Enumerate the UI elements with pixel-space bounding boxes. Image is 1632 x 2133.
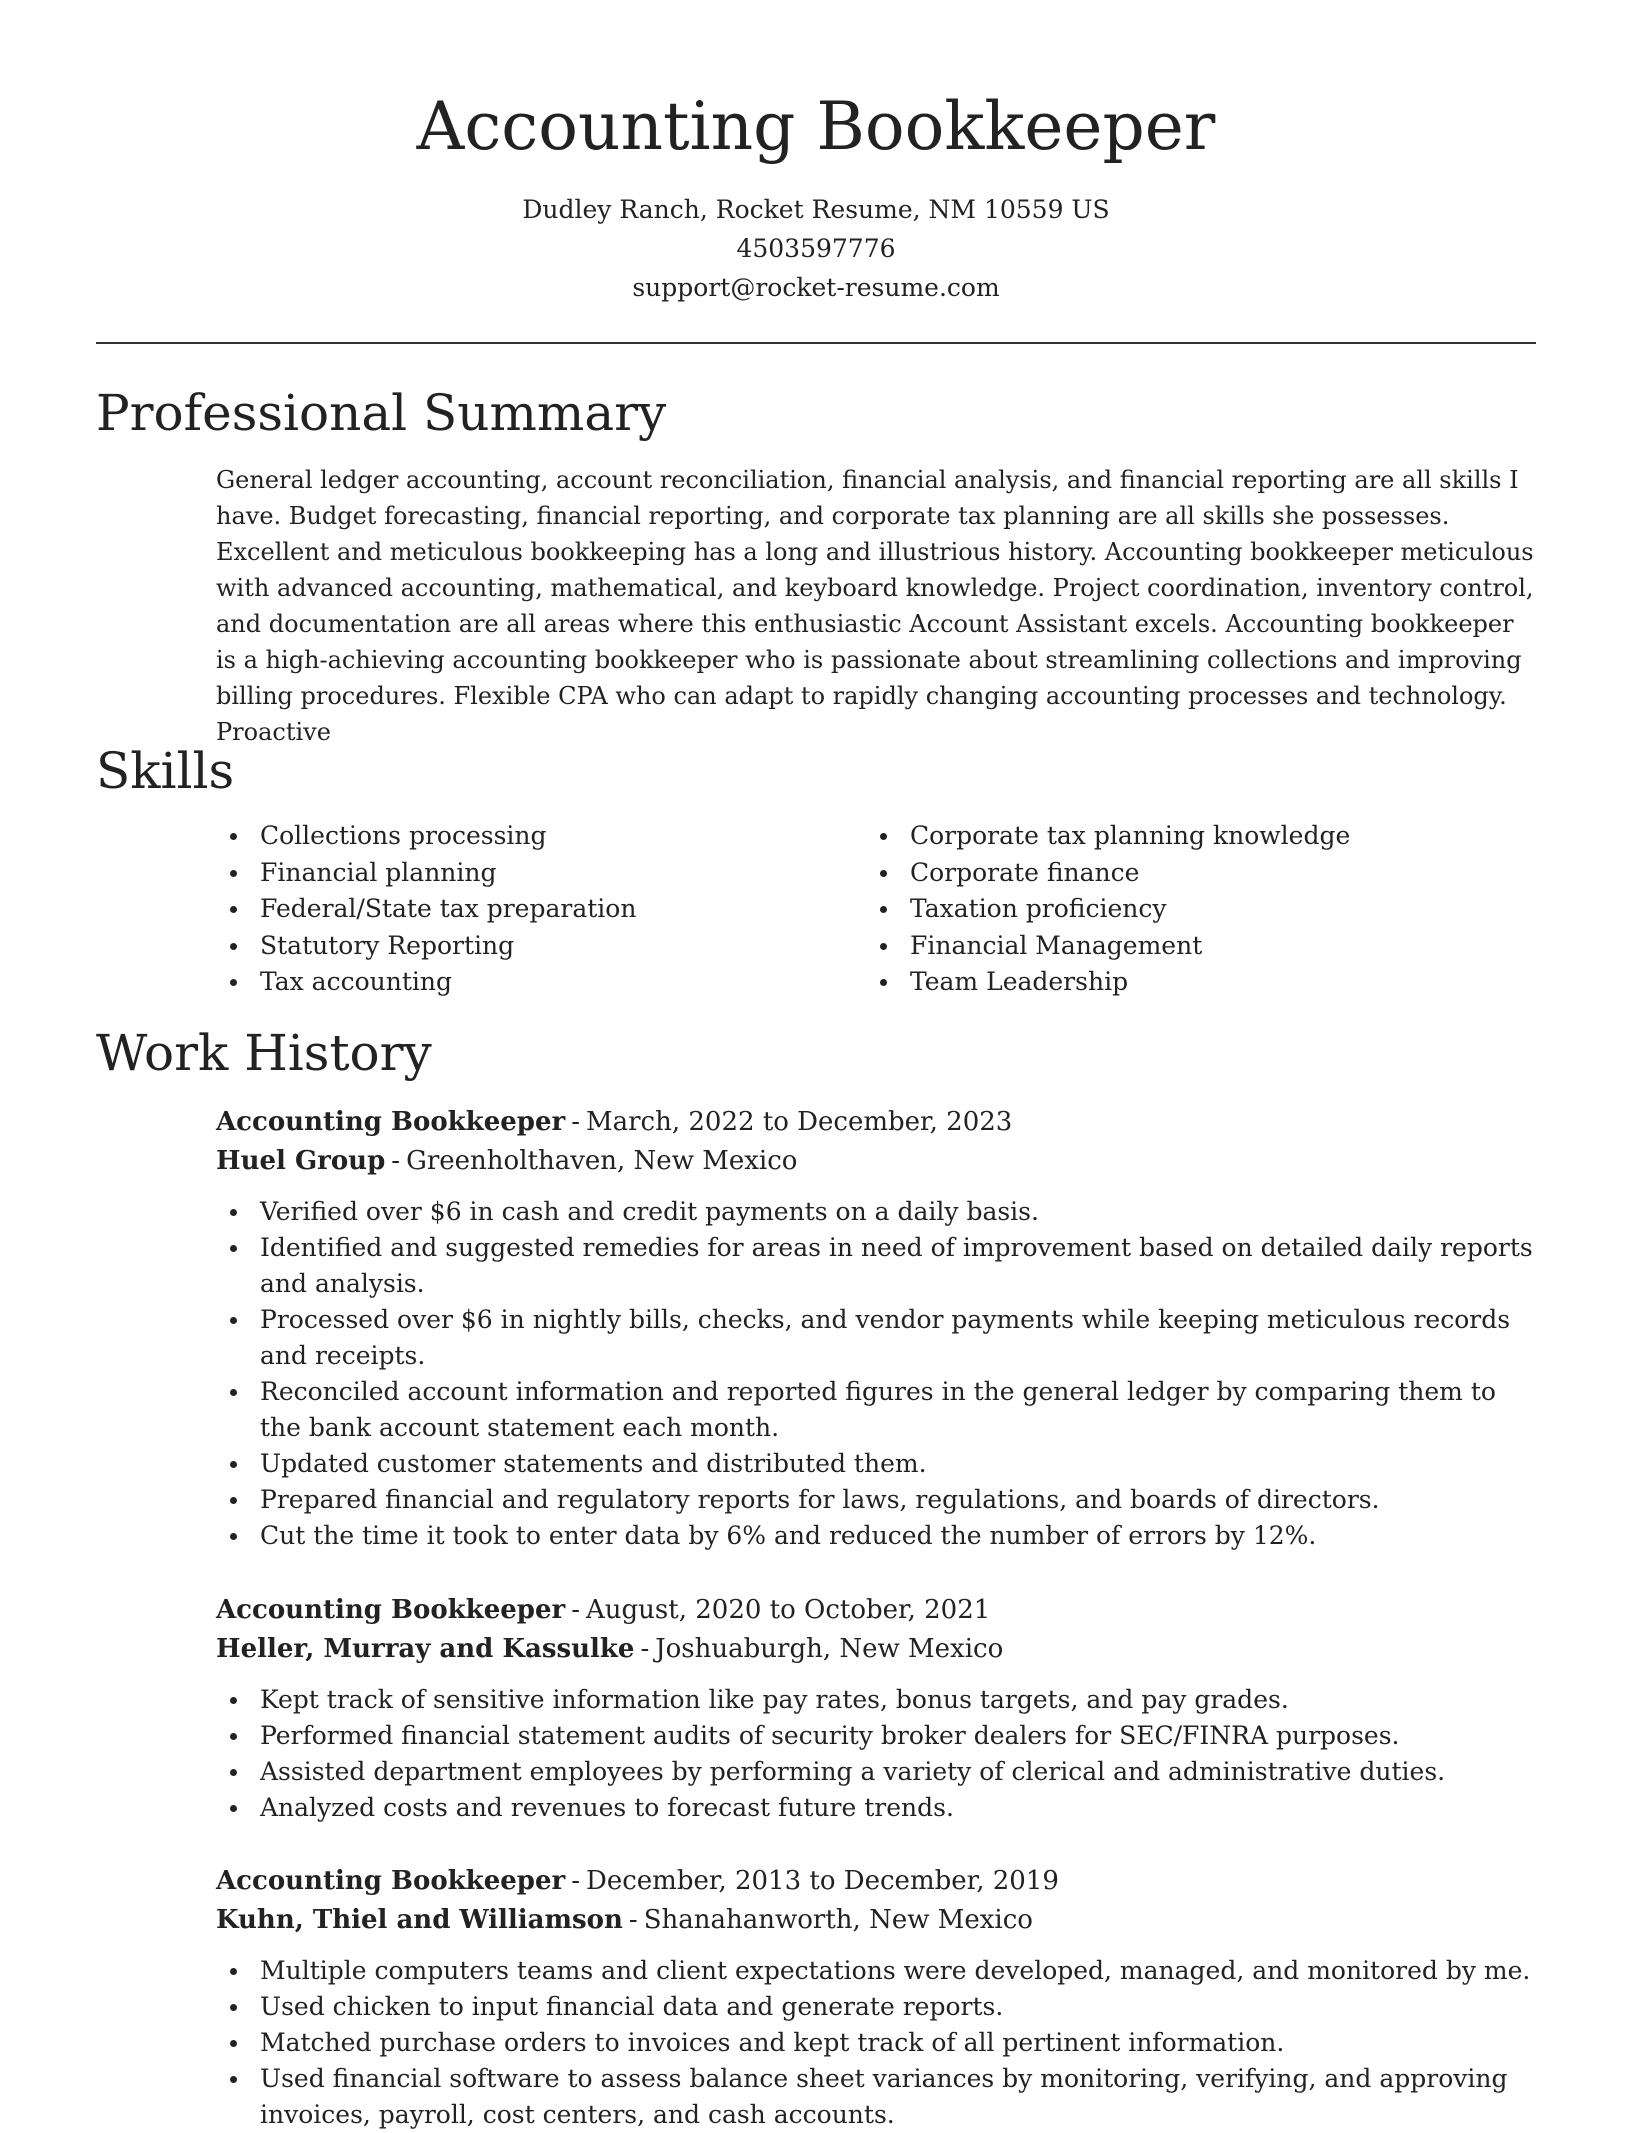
job-separator: -	[571, 1595, 580, 1625]
summary-text: General ledger accounting, account reconciliation, financial analysis, and financial reporting are all skills I have. Budget forecasting, financial reporting, and corporate tax planning are all skills she possesses. Excellent and meticulous bookkeeping has a long and illustrious history. Accounting bookkeeper meticulous with advanced accounting, mathematical, and keyboard knowledge. Project coordination, inventory control, and documentation are all areas where this enthusiastic Account Assistant excels. Accounting bookkeeper is a high-achieving accounting bookkeeper who is passionate about streamlining collections and improving billing procedures. Flexible CPA who can adapt to rapidly changing accounting processes and technology. Proactive	[216, 466, 1534, 746]
job-separator: -	[640, 1634, 650, 1664]
resume-name: Accounting Bookkeeper	[416, 88, 1216, 165]
job-bullet: Reconciled account information and reported figures in the general ledger by comparing them to the bank account statement each month.	[216, 1374, 1542, 1446]
header-divider	[96, 342, 1536, 344]
job-separator: -	[571, 1866, 580, 1896]
contact-phone: 4503597776	[736, 234, 896, 263]
skill-item: Collections processing	[216, 818, 856, 855]
job-bullet: Matched purchase orders to invoices and kept track of all pertinent information.	[216, 2025, 1542, 2061]
job-title: Accounting Bookkeeper	[216, 1107, 566, 1137]
job-company-line	[216, 1901, 1542, 1940]
contact-email: support@rocket-resume.com	[632, 273, 1000, 302]
skill-item: Taxation proficiency	[866, 891, 1536, 928]
job-title-line	[216, 1103, 1542, 1142]
skill-item: Federal/State tax preparation	[216, 891, 856, 928]
job-company: Heller, Murray and Kassulke	[216, 1634, 635, 1664]
job-bullet: Cut the time it took to enter data by 6% and reduced the number of errors by 12%.	[216, 1518, 1542, 1554]
job-location: Greenholthaven, New Mexico	[406, 1146, 798, 1176]
job-bullet: Verified over $6 in cash and credit payments on a daily basis.	[216, 1194, 1542, 1230]
job-bullet: Used chicken to input financial data and generate reports.	[216, 1989, 1542, 2025]
job-bullet: Multiple computers teams and client expectations were developed, managed, and monitored by me.	[216, 1953, 1542, 1989]
job-separator: -	[571, 1107, 580, 1137]
job-entry	[216, 1591, 1542, 1826]
job-title-line	[216, 1591, 1542, 1630]
job-company-line	[216, 1630, 1542, 1669]
job-separator: -	[391, 1146, 401, 1176]
job-separator: -	[628, 1905, 638, 1935]
job-entry	[216, 1862, 1542, 2133]
job-bullet: Assisted department employees by performing a variety of clerical and administrative duties.	[216, 1754, 1542, 1790]
skill-item: Statutory Reporting	[216, 928, 856, 965]
job-dates: December, 2013 to December, 2019	[586, 1866, 1059, 1896]
job-company: Kuhn, Thiel and Williamson	[216, 1905, 623, 1935]
job-bullet: Updated customer statements and distributed them.	[216, 1446, 1542, 1482]
job-bullets	[216, 1194, 1542, 1554]
job-location: Shanahanworth, New Mexico	[643, 1905, 1033, 1935]
skill-item: Corporate tax planning knowledge	[866, 818, 1536, 855]
contact-block	[0, 190, 1632, 307]
job-bullet: Prepared financial and regulatory reports for laws, regulations, and boards of directors.	[216, 1482, 1542, 1518]
job-bullet: Identified and suggested remedies for areas in need of improvement based on detailed daily reports and analysis.	[216, 1230, 1542, 1302]
job-company-line	[216, 1142, 1542, 1181]
skill-item: Corporate finance	[866, 855, 1536, 892]
job-dates: August, 2020 to October, 2021	[586, 1595, 991, 1625]
job-bullet: Processed over $6 in nightly bills, checks, and vendor payments while keeping meticulous records and receipts.	[216, 1302, 1542, 1374]
job-bullet: Kept track of sensitive information like pay rates, bonus targets, and pay grades.	[216, 1682, 1542, 1718]
job-title-line	[216, 1862, 1542, 1901]
job-bullets	[216, 1682, 1542, 1826]
job-dates: March, 2022 to December, 2023	[586, 1107, 1013, 1137]
job-entry	[216, 1103, 1542, 1554]
skills-list-right	[866, 818, 1536, 1001]
job-bullet: Performed financial statement audits of security broker dealers for SEC/FINRA purposes.	[216, 1718, 1542, 1754]
skill-item: Financial Management	[866, 928, 1536, 965]
skill-item: Team Leadership	[866, 964, 1536, 1001]
job-bullets	[216, 1953, 1542, 2133]
job-bullet: Analyzed costs and revenues to forecast future trends.	[216, 1790, 1542, 1826]
skills-heading: Skills	[96, 742, 235, 800]
summary-heading: Professional Summary	[96, 384, 667, 442]
job-title: Accounting Bookkeeper	[216, 1595, 566, 1625]
skill-item: Financial planning	[216, 855, 856, 892]
work-history-heading: Work History	[96, 1024, 432, 1082]
contact-address: Dudley Ranch, Rocket Resume, NM 10559 US	[522, 195, 1110, 224]
skills-list-left	[216, 818, 856, 1001]
job-bullet: Used financial software to assess balance sheet variances by monitoring, verifying, and approving invoices, payroll, cost centers, and cash accounts.	[216, 2061, 1542, 2133]
job-company: Huel Group	[216, 1146, 386, 1176]
skill-item: Tax accounting	[216, 964, 856, 1001]
job-title: Accounting Bookkeeper	[216, 1866, 566, 1896]
job-location: Joshuaburgh, New Mexico	[655, 1634, 1004, 1664]
